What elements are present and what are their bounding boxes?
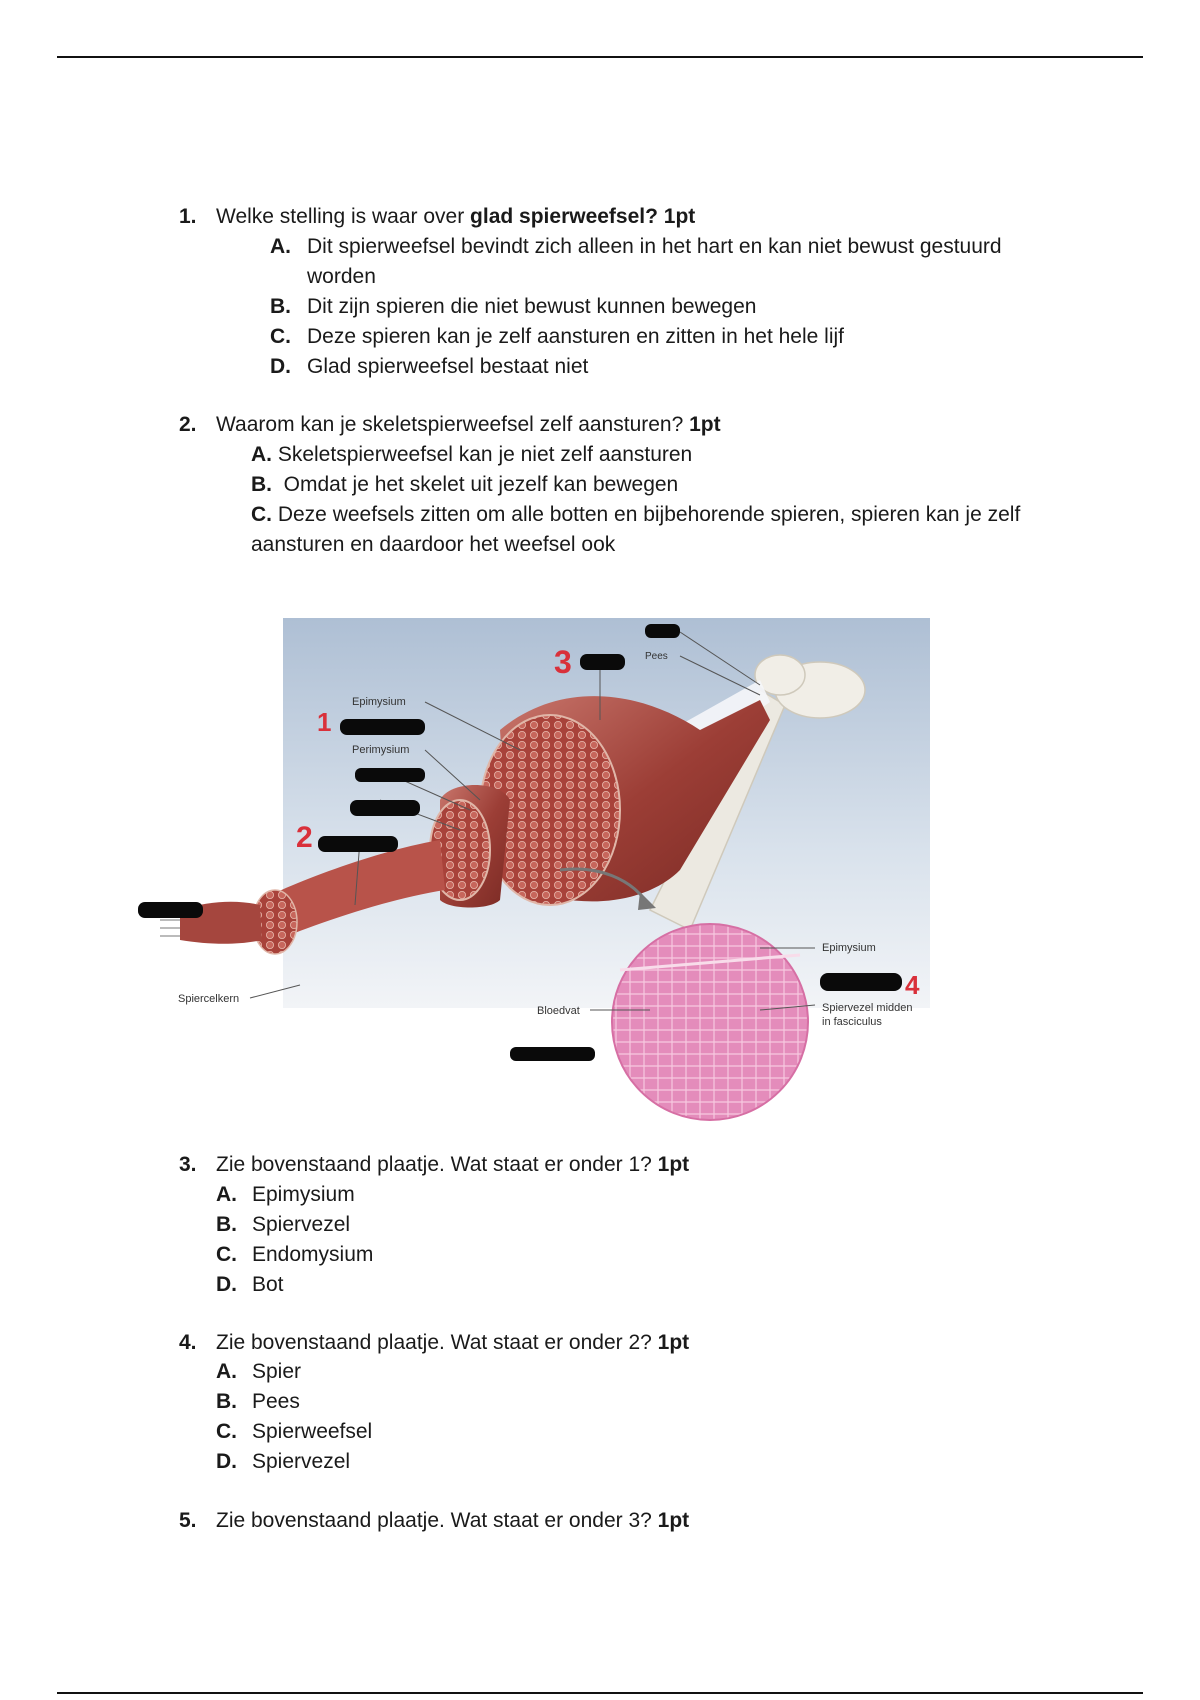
label-pees: Pees <box>645 651 668 662</box>
marker-3: 3 <box>554 644 572 680</box>
label-spiervezel-line1: Spiervezel midden <box>822 1002 913 1014</box>
option-b: B. Spiervezel <box>216 1213 351 1236</box>
option-c: C. Endomysium <box>216 1243 374 1266</box>
q3-options <box>216 1180 373 1300</box>
redaction-bar <box>340 719 425 735</box>
option-b: B. Dit zijn spieren die niet bewust kunnen bewegen <box>270 295 757 318</box>
option-a: A. Dit spierweefsel bevindt zich alleen in het hart en kan niet bewust gestuurd worden <box>270 235 1002 288</box>
question-4 <box>179 1328 689 1358</box>
redaction-bar <box>580 654 625 670</box>
option-d: D. Glad spierweefsel bestaat niet <box>270 355 589 378</box>
label-perimysium: Perimysium <box>352 744 410 756</box>
option-b: B. Pees <box>216 1390 300 1413</box>
q1-options <box>270 232 1070 382</box>
question-3 <box>179 1150 689 1180</box>
footer-rule <box>57 1692 1143 1694</box>
option-d: D. Spiervezel <box>216 1450 351 1473</box>
q4-options <box>216 1357 372 1477</box>
redaction-bar <box>820 973 902 991</box>
option-c: C. Deze spieren kan je zelf aansturen en zitten in het hele lijf <box>270 325 844 348</box>
question-points: 1pt <box>657 1153 690 1176</box>
redaction-bar <box>318 836 398 852</box>
marker-2: 2 <box>296 821 313 854</box>
question-points: 1pt <box>689 413 721 436</box>
question-1 <box>179 202 695 232</box>
option-c: C. Deze weefsels zitten om alle botten en bijbehorende spieren, spieren kan je zelf aansturen en daardoor het weefsel ook <box>251 503 1021 556</box>
redaction-bar <box>510 1047 595 1061</box>
label-spiervezel-line2: in fasciculus <box>822 1016 882 1028</box>
question-2 <box>179 410 721 440</box>
label-spiercelkern: Spiercelkern <box>178 993 240 1005</box>
option-a: A. Spier <box>216 1360 302 1383</box>
marker-1: 1 <box>317 707 332 737</box>
question-5 <box>179 1506 689 1536</box>
option-b: B. Omdat je het skelet uit jezelf kan bewegen <box>251 473 679 496</box>
question-text: Welke stelling is waar over <box>216 205 471 228</box>
redaction-bar <box>355 768 425 782</box>
label-epimysium-top: Epimysium <box>352 696 406 708</box>
header-rule <box>57 56 1143 58</box>
question-points: 1pt <box>657 1509 690 1532</box>
muscle-illustration <box>0 610 1200 1130</box>
question-text: Zie bovenstaand plaatje. Wat staat er onder 3? <box>216 1509 658 1532</box>
marker-4: 4 <box>905 970 920 1000</box>
option-d: D. Bot <box>216 1273 284 1296</box>
question-number: 5. <box>179 1509 197 1532</box>
redaction-bar <box>138 902 203 918</box>
question-number: 2. <box>179 413 197 436</box>
question-number: 3. <box>179 1153 197 1176</box>
question-text: Zie bovenstaand plaatje. Wat staat er onder 1? <box>216 1153 658 1176</box>
question-points: glad spierweefsel? 1pt <box>470 205 696 228</box>
redaction-bar <box>350 800 420 816</box>
histology-micrograph <box>612 924 808 1120</box>
muscle-anatomy-figure <box>0 610 1200 1130</box>
redaction-bar <box>645 624 680 638</box>
question-points: 1pt <box>657 1331 690 1354</box>
question-text: Zie bovenstaand plaatje. Wat staat er onder 2? <box>216 1331 658 1354</box>
label-bloedvat: Bloedvat <box>537 1005 580 1017</box>
question-number: 4. <box>179 1331 197 1354</box>
option-c: C. Spierweefsel <box>216 1420 373 1443</box>
option-a: A. Epimysium <box>216 1183 355 1206</box>
option-a: A. Skeletspierweefsel kan je niet zelf aansturen <box>251 443 693 466</box>
q2-options <box>251 440 1031 560</box>
question-number: 1. <box>179 205 197 228</box>
question-text: Waarom kan je skeletspierweefsel zelf aansturen? <box>216 413 690 436</box>
label-epimysium-right: Epimysium <box>822 942 876 954</box>
